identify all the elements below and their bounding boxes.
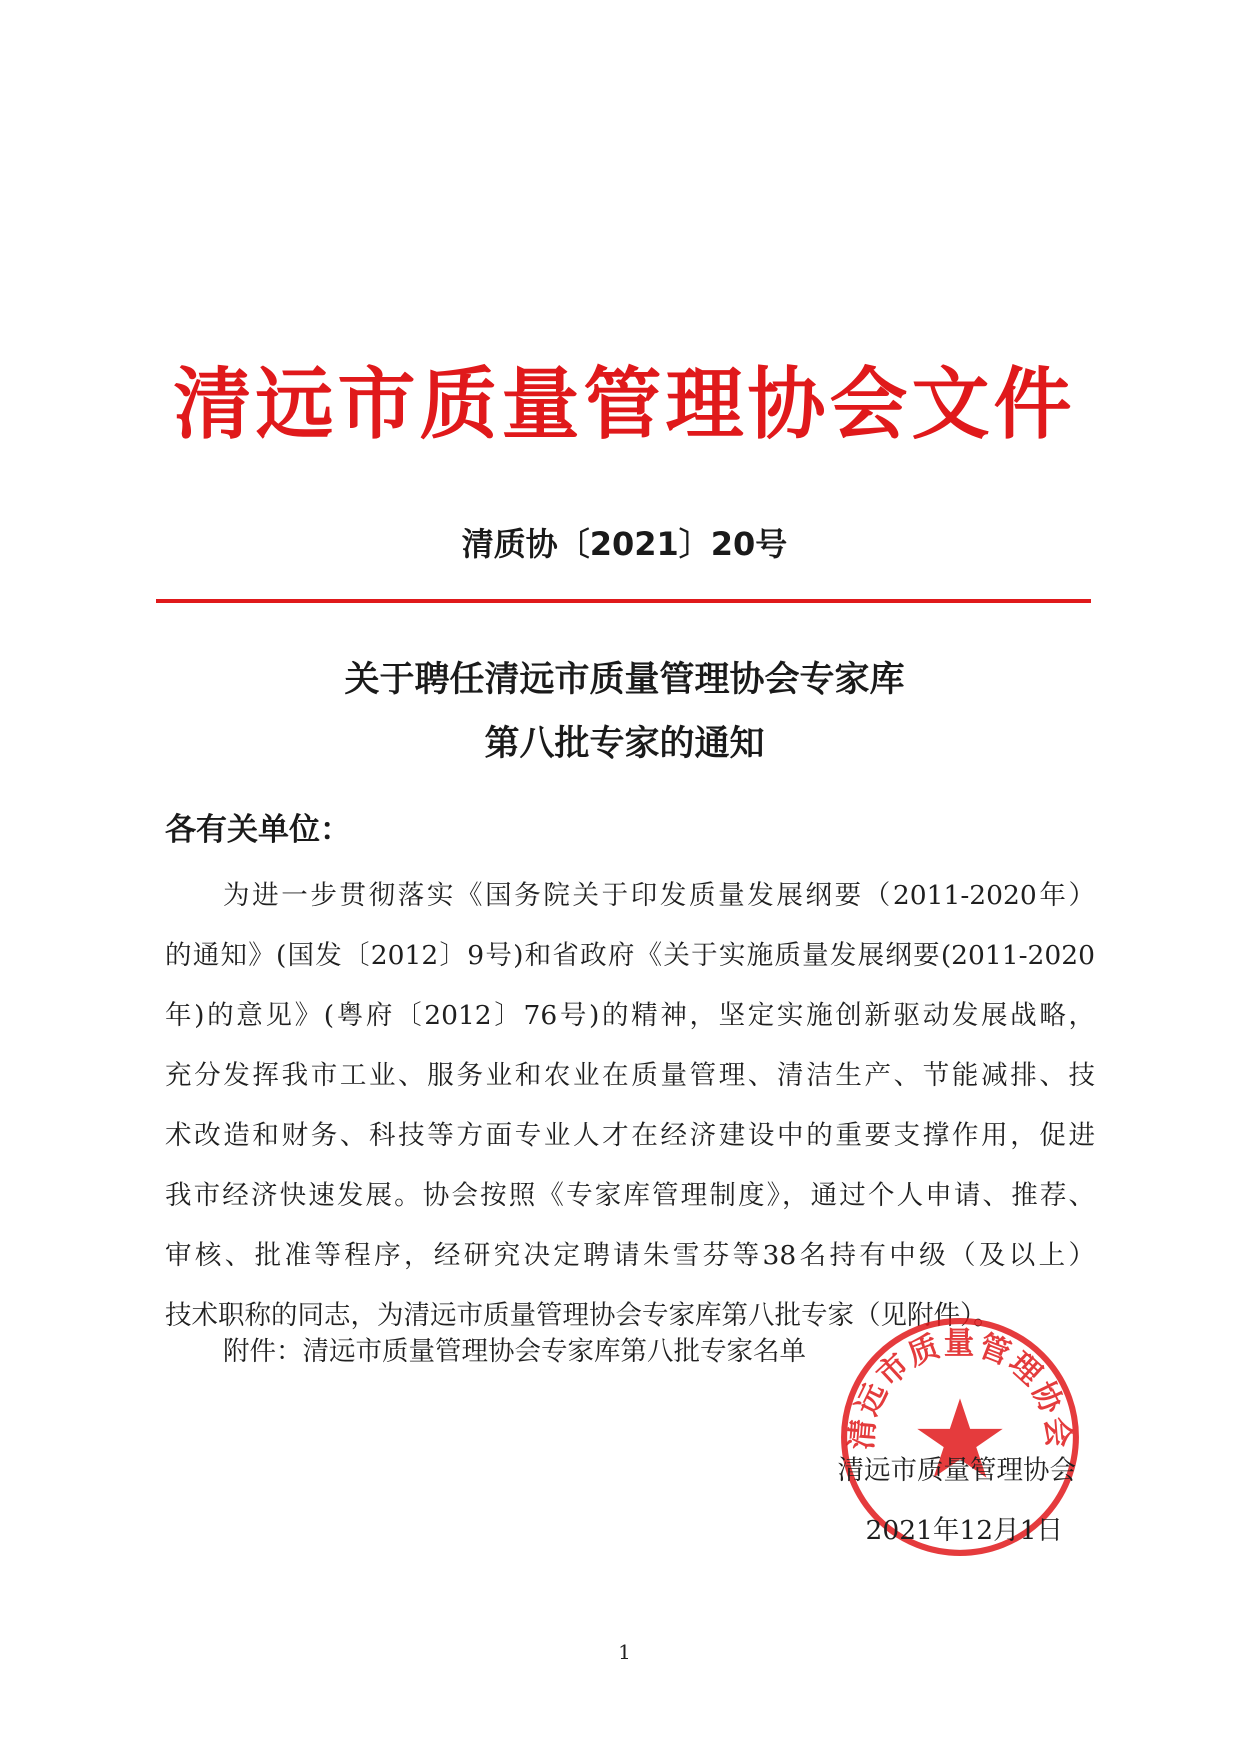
red-divider-line	[156, 599, 1091, 603]
body-line: 充分发挥我市工业、服务业和农业在质量管理、清洁生产、节能减排、技	[165, 1060, 1095, 1091]
body-line: 审核、批准等程序，经研究决定聘请朱雪芬等38名持有中级（及以上）	[165, 1240, 1095, 1271]
body-line: 我市经济快速发展。协会按照《专家库管理制度》，通过个人申请、推荐、	[165, 1180, 1095, 1211]
signature-date: 2021年12月1日	[865, 1515, 1063, 1546]
body-line: 年)的意见》(粤府〔2012〕76号)的精神，坚定实施创新驱动发展战略，	[165, 1000, 1095, 1031]
document-subject	[0, 648, 1249, 776]
body-line: 的通知》(国发〔2012〕9号)和省政府《关于实施质量发展纲要(2011-2020	[165, 940, 1095, 971]
subject-line-1: 关于聘任清远市质量管理协会专家库	[344, 660, 905, 700]
body-line: 术改造和财务、科技等方面专业人才在经济建设中的重要支撑作用，促进	[165, 1120, 1095, 1151]
page-number: 1	[618, 1640, 631, 1664]
salutation: 各有关单位：	[165, 812, 351, 848]
body-paragraph	[165, 866, 1095, 1346]
attachment-line: 附件：清远市质量管理协会专家库第八批专家名单	[223, 1336, 806, 1367]
body-line: 为进一步贯彻落实《国务院关于印发质量发展纲要（2011-2020年）	[223, 880, 1095, 911]
document-header-title: 清远市质量管理协会文件	[173, 360, 1076, 450]
subject-line-2: 第八批专家的通知	[484, 724, 765, 764]
svg-text:清远市质量管理协会: 清远市质量管理协会	[844, 1326, 1076, 1451]
document-number: 清质协〔2021〕20号	[461, 525, 788, 563]
body-line: 技术职称的同志，为清远市质量管理协会专家库第八批专家（见附件）。	[165, 1300, 1000, 1331]
signature-organization: 清远市质量管理协会	[837, 1455, 1076, 1486]
